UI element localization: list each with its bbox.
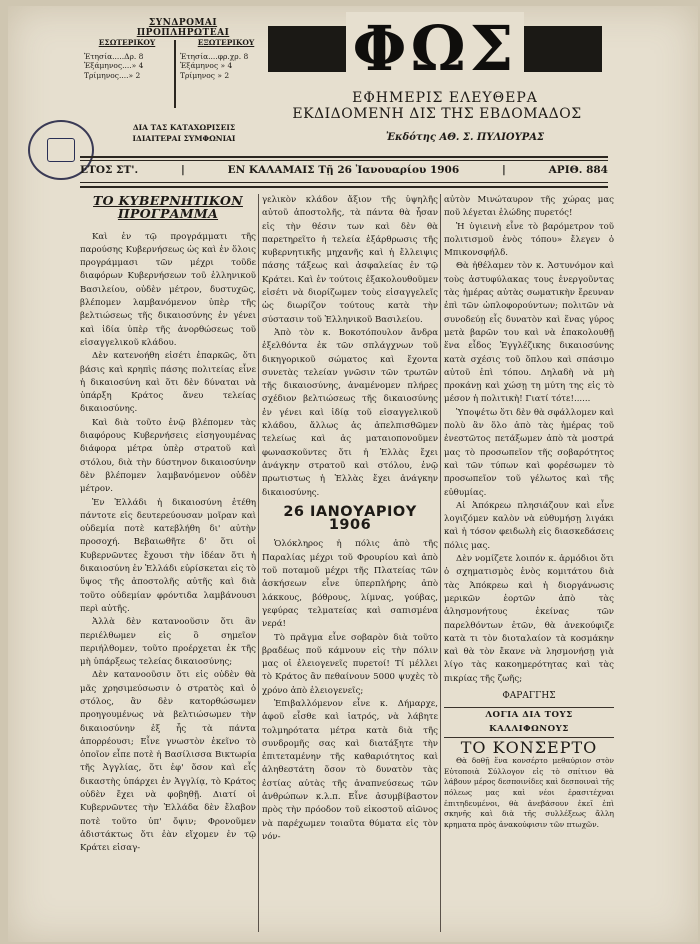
dateline-sep: |: [502, 164, 506, 176]
rule-top: [80, 156, 608, 158]
section-label: ΛΟΓΙΑ ΔΙΑ ΤΟΥΣ ΚΑΛΛΙΦΩΝΟΥΣ: [444, 707, 614, 738]
paragraph: Ὑποψέτω ὅτι δὲν θὰ σφάλλομεν καὶ πολὺ ἂν ὅλο ἀπὸ τὰς ἡμέρας τοῦ ἐνεστῶτος πετάξωμεν ἀπὸ τὰ μοστρά μας τὸ προσωπεῖον τῆς σοβαρότητος καὶ τῶν τύπων καὶ φορέσωμεν τὸ προσωπεῖον τοῦ γέλωτος καὶ τῆς εὐθυμίας.: [444, 407, 614, 498]
paragraph: Ἐπιβαλλόμενον εἶνε κ. Δήμαρχε, ἀφοῦ εἶσθε καὶ ἰατρός, νὰ λάβητε τολμηρότατα μέτρα κατὰ διὰ τῆς συνδρομῆς σας καὶ διατάξητε τὴν ἐπιτεταμένην τῆς καθαριότητος καὶ ἀληθεστάτη ὅσον τὸ δυνατὸν τὰς ἐστίας αὐτὰς τῆς ἀναπνεύσεως τῶν ἀνθρώπων κ.λ.π. Εἶνε ἀσυμβίβαστον πρὸς τὴν πρόοδον τοῦ εἰκοστοῦ αἰῶνος νὰ παρέχωμεν τοιαῦτα θύματα εἰς τὸν νόν-: [262, 698, 438, 842]
masthead-title: ΦΩΣ: [268, 14, 602, 84]
article-heading: ΤΟ ΚΥΒΕΡΝΗΤΙΚΟΝ ΠΡΟΓΡΑΜΜΑ: [93, 193, 243, 222]
paragraph: Ἀλλὰ δὲν κατανοοῦσιν ὅτι ἂν περιέλθωμεν εἰς ὃ σημεῖον περιήλθομεν, τοῦτο προέρχεται ἐκ τῆς μὴ ὑπάρξεως τελείας δικαιοσύνης;: [80, 617, 256, 668]
paragraph: Θὰ δοθῇ ἕνα κονσέρτο μεθαύριον στὸν Εὐτοποιὰ Σύλλογον εἰς τὸ σπίτιον θὰ λάβουν μέρος δεσποινίδες καὶ δεσποιναὶ τῆς πόλεως μας καὶ νέοι ἐρασιτέχναι ἐπιτηδευμένοι, θὰ ἀνεβάσουν ἐκεῖ ἐπὶ σκηνῆς καὶ διὰ τῆς συλλέξεως ἄλλη κρηματα πρὸς ἀνακούφισιν τῶν πτωχῶν.: [444, 756, 614, 829]
dateline-sep: |: [180, 164, 185, 176]
paragraph: Δὲν κατανοοῦσιν ὅτι εἰς οὐδὲν θὰ μᾶς χρησιμεύσωσιν ὁ στρατὸς καὶ ὁ στόλος, ἂν δὲν κατορθώσωμεν προηγουμένως νὰ βελτιώσωμεν τὴν δικαιοσύνην ἐξ ἧς τὰ πάντα ἀπορρέουσι; Εἶνε γνωστὸν ἐκεῖνο τὸ ὁποῖον εἶπε ποτὲ ἡ Βασίλισσα Βικτωρία τῆς Ἀγγλίας, ὅτι ἐφ' ὅσον καὶ εἷς δικαστὴς ὑπάρχει ἐν Ἀγγλίᾳ, τὸ Κράτος οὐδὲν ἔχει νὰ φοβηθῇ. Διατί οἱ Κυβερνῶντες τὴν Ἑλλάδα δὲν ἔλαβον ποτὲ τοῦτο ὑπ' ὄψιν; Φρονοῦμεν ἀδιστάκτως ὅτι ἐὰν εἴχομεν ἐν τῷ Κράτει εἰσαγ-: [80, 670, 256, 854]
stamp-emblem-icon: [47, 138, 75, 162]
subscriptions-title: ΣΥΝΔΡΟΜΑΙ ΠΡΟΠΛΗΡΩΤΕΑΙ: [136, 18, 230, 38]
paragraph: γελικὸν κλάδον ἄξιον τῆς ὑψηλῆς αὐτοῦ ἀποστολῆς, τὰ πάντα θὰ ἦσαν εἰς τὴν θέσιν των καὶ δὲν θὰ παρετηρεῖτο ἡ τελεία ἐξάρθρωσις τῆς κυβερνητικῆς μηχανῆς καὶ ἡ ἔλλειψις πάσης τάξεως καὶ ἀσφαλείας ἐν τῷ Κράτει. Καὶ ἐν τούτοις ἐξακολουθοῦμεν εἰσέτι νὰ διορίζωμεν τοὺς εἰσαγγελεῖς ὡς διωρίζον τούτους κατὰ τὴν σύστασιν τοῦ Ἑλληνικοῦ Βασιλείου.: [262, 195, 438, 325]
paragraph: Δὲν κατενοήθη εἰσέτι ἐπαρκῶς, ὅτι βάσις καὶ κρηπὶς πάσης πολιτείας εἶνε ἡ δικαιοσύνη καὶ ὅτι δὲν δύναται νὰ ὑπάρξη Κράτος ἄνευ τελείας δικαιοσύνης.: [80, 351, 256, 415]
ads-notice: [86, 122, 282, 144]
paragraph: Τὸ πρᾶγμα εἶνε σοβαρὸν διὰ τοῦτο βραδέως ποῦ κάμνουν εἰς τὴν πόλιν μας οἱ ἐλειογενεῖς πυρετοί! Τί μέλλει τὸ Κράτος ἂν πεθαίνουν 5000 ψυχὲς τὸ χρόνο ἀπὸ ἐλειογενεῖς;: [262, 632, 438, 696]
interior-heading: ΕΣΩΤΕΡΙΚΟΥ: [98, 38, 156, 47]
paragraph: Αἱ Ἀπόκρεω πλησιάζουν καὶ εἶνε λογιζόμεν καλὸν νὰ εὐθυμήσῃ λιγάκι καὶ ἡ τόσον φειδωλὴ εἰς διασκεδάσεις πόλις μας.: [444, 500, 614, 551]
interior-row: Τρίμηνος....» 2: [84, 70, 141, 80]
subscriptions-divider: [174, 40, 176, 108]
paragraph: Ὁλόκληρος ἡ πόλις ἀπὸ τῆς Παραλίας μέχρι τοῦ Φρουρίου καὶ ἀπὸ τοῦ ποταμοῦ μέχρι τῆς Πλατείας τῶν ἀσκήσεων εἶνε ὑπερπλήρης ἀπὸ λάκκους, βόθρους, λίμνας, γούβας, γεφύρας τελματείας καὶ σαπισμένα νερά!: [262, 539, 438, 630]
exterior-row: Ἐτησία....φρ.χρ. 8: [180, 51, 249, 61]
publisher: Ἐκδότης ΑΘ. Σ. ΠΥΛΙΟΥΡΑΣ: [385, 132, 545, 143]
column-2: [262, 194, 438, 844]
subscriptions-interior: [84, 38, 170, 80]
exterior-heading: ΕΞΩΤΕΡΙΚΟΥ: [197, 38, 255, 47]
issue-year: ΕΤΟΣ ΣΤ'.: [80, 164, 139, 176]
place-date: ΕΝ ΚΑΛΑΜΑΙΣ Τῇ 26 Ἰανουαρίου 1906: [227, 164, 460, 176]
interior-row: Ἐτησία.....Δρ. 8: [84, 51, 144, 61]
interior-row: Ἑξάμηνος....» 4: [84, 61, 144, 70]
ads-line1: ΔΙΑ ΤΑΣ ΚΑΤΑΧΩΡΙΣΕΙΣ: [132, 123, 236, 132]
rule-bottom: [80, 182, 608, 183]
rule-bottom-thick: [80, 186, 608, 188]
exterior-row: Ἑξάμηνος » 4: [180, 61, 233, 70]
paragraph: Καὶ ἐν τῷ προγράμματι τῆς παρούσης Κυβερνήσεως ὡς καὶ ἐν ὅλοις προγράμμασι τῶν μέχρι τοῦδε διαφόρων Κυβερνήσεων τοῦ ἑλληνικοῦ Βασιλείου, οὐδὲν μέτρον, δυστυχῶς, βλέπομεν λαμβανόμενον ὑπὲρ τῆς βελτιώσεως τῆς δικαιοσύνης ἐν γένει καὶ ἰδία ὑπὲρ τῆς ἀνορθώσεως τοῦ εἰσαγγελικοῦ κλάδου.: [80, 231, 256, 348]
paragraph: Ἡ ὑγιεινὴ εἶνε τὸ βαρόμετρον τοῦ πολιτισμοῦ ἑνὸς τόπου» ἔλεγεν ὁ Μπικονσφήλδ.: [444, 221, 614, 259]
ads-line2: ΙΔΙΑΙΤΕΡΑΙ ΣΥΜΦΩΝΙΑΙ: [132, 134, 236, 143]
section-title: ΤΟ ΚΟΝΣΕΡΤΟ: [460, 737, 598, 757]
dateline: [80, 164, 608, 176]
paragraph: Ἀπὸ τὸν κ. Βοκοτόπουλον ἄνδρα ἐξελθόντα ἐκ τῶν σπλάγχνων τοῦ δικηγορικοῦ σώματος καὶ ἔχοντα συνετὰς τελείαν γνῶσιν τῶν τρωτῶν τῆς δικαιοσύνης, ἀναμένομεν πλήρες σχέδιον βελτιώσεως τῆς δικαιοσύνης ἐν γένει καὶ ἰδίᾳ τοῦ εἰσαγγελικοῦ κλάδου, ἄλλως ἀς ἀπελπισθῶμεν τελείως καὶ ἀς ματαιοπονοῦμεν φωνασκοῦντες ὅτι ἡ Ἑλλὰς ἔχει ἀνάγκην στρατοῦ καὶ στόλου, ἐνῷ πρωτιστως ἡ Ἑλλὰς ἔχει ἀνάγκην δικαιοσύνης.: [262, 327, 438, 498]
subscriptions-exterior: [180, 38, 272, 80]
article-government-program: [80, 194, 256, 856]
column-3: [444, 194, 614, 830]
column-divider: [440, 194, 441, 932]
paragraph: Θὰ ἠθέλαμεν τὸν κ. Ἀστυνόμον καὶ τοὺς ἀστυφύλακας τους ἐνεργοῦντας τὰς ἡμέρας αὐτὰς σωματικὴν ἔρευναν ἐπὶ τῶν ὡπλοφορούντων; πολιτῶν νὰ συνοδεύῃ εἷς δυνατὸν καὶ ἕνας γύρος μετὰ βαρῶν του καὶ νὰ ἐπακολουθῇ ἕνα εἶδος Ἐγγλέζικης δικαιοσύνης κατὰ σχέσις τοῦ ὅπλου καὶ σπάσιμο αὐτοῦ ἐπὶ τόπου. Δηλαδὴ νὰ μὴ προκάνῃ καὶ χώσῃ τη μύτη της εἰς τὸ μέσον ἡ πολιτικὴ! Γιατί τότε!......: [444, 261, 614, 405]
paragraph: αὐτὸν Μινώταυρον τῆς χώρας μας ποῦ λέγεται ἑλώδης πυρετός!: [444, 195, 614, 219]
paragraph: Ἐν Ἑλλάδι ἡ δικαιοσύνη ἐτέθη πάντοτε εἰς δευτερεύουσαν μοῖραν καὶ οὐδεμία ποτὲ κατεβλήθη δι' αὐτὴν προσοχή. Βεβαιωθῆτε δ' ὅτι οἱ Κυβερνῶντες ἔχουσι τὴν ἰδέαν ὅτι ἡ δικαιοσύνη ἐν Ἑλλάδι εὑρίσκεται εἰς τὸ ὕψος τῆς ἀποστολῆς αὐτῆς καὶ διὰ τοῦτο οὐδεμίαν φρόντιδα λαμβάνουσι περὶ αὐτῆς.: [80, 497, 256, 614]
exterior-row: Τρίμηνος » 2: [180, 70, 230, 80]
rule-top-thin: [80, 160, 608, 161]
column-divider: [258, 194, 259, 932]
masthead-tagline-2: ΕΚΔΙΔΟΜΕΝΗ ΔΙΣ ΤΗΣ ΕΒΔΟΜΑΔΟΣ: [292, 106, 582, 122]
paragraph: Καὶ διὰ τοῦτο ἐνῷ βλέπομεν τὰς διαφόρους Κυβερνήσεις εἰσηγουμένας διάφορα μέτρα ὑπὲρ στρατοῦ καὶ στόλου, διὰ τὴν δύστηνον δικαιοσύνην δὲν βλέπομεν λαμβανόμενον οὐδὲν μέτρον.: [80, 417, 256, 495]
paragraph: Δὲν νομίζετε λοιπόν κ. ἀρμόδιοι ὅτι ὁ σχηματισμὸς ἑνὸς κομιτάτου διὰ τὰς Ἀπόκρεω καὶ ἡ διοργάνωσις μερικῶν ἑορτῶν ἀπὸ τὰς ἀλησμονήτους ἐκείνας τῶν παρελθόντων ἐτῶν, θὰ ἀνεκούφιζε κατὰ τι τὸν διοταλαίον τὰ κοσμάκην καὶ θὰ τὸν ἔκανε νὰ λησμονήσῃ γιὰ λίγο τὰς κακοημερότητας καὶ τὰς πικρίας τῆς ζωῆς;: [444, 554, 614, 684]
masthead-tagline-1: ΕΦΗΜΕΡΙΣ ΕΛΕΥΘΕΡΑ: [352, 90, 538, 106]
issue-number: ΑΡΙΘ. 884: [548, 164, 608, 176]
signature: ΦΑΡΑΓΓΗΣ: [502, 690, 556, 701]
date-heading: 26 ΙΑΝΟΥΑΡΙΟΥ 1906: [283, 503, 417, 534]
